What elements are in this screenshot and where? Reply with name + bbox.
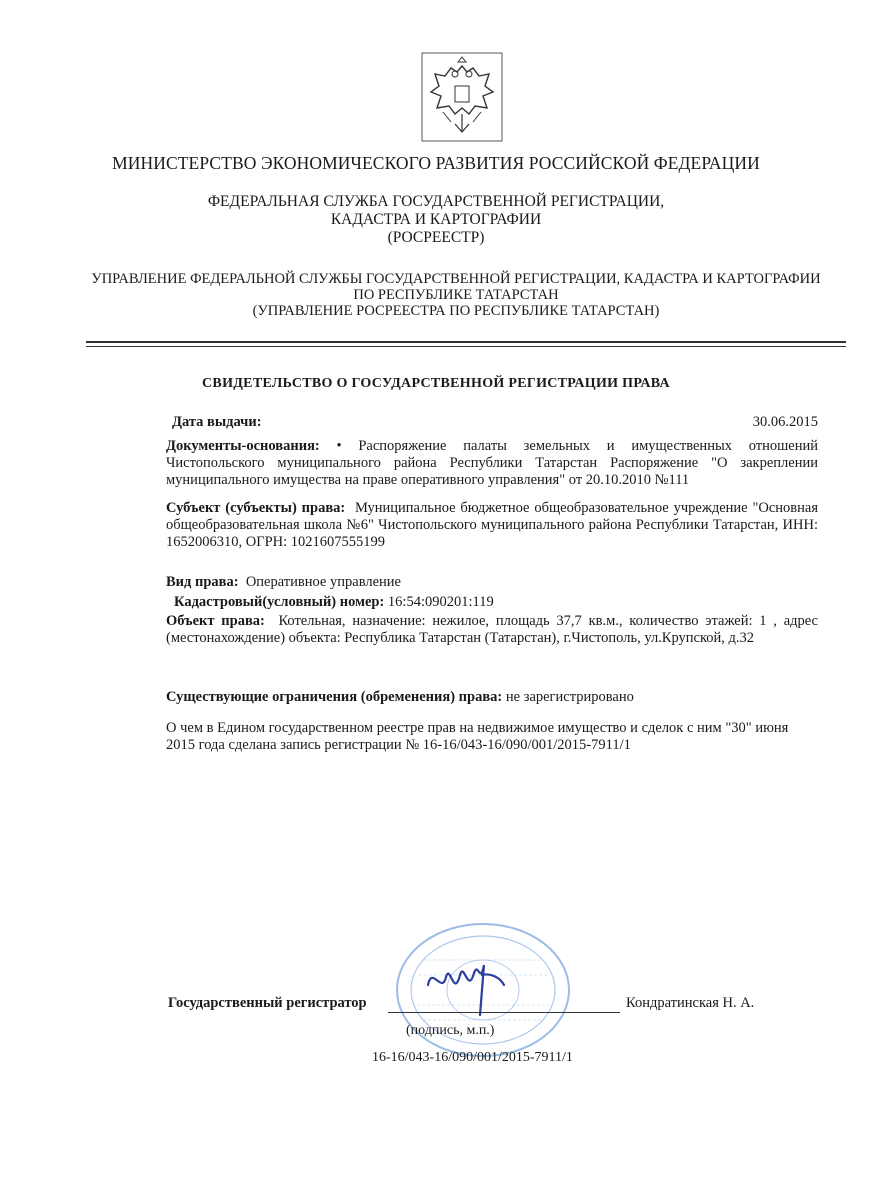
right-type-label: Вид права: (166, 574, 239, 590)
service-heading-line: (РОСРЕЕСТР) (387, 229, 485, 246)
registrar-label: Государственный регистратор (168, 995, 367, 1011)
ministry-heading: МИНИСТЕРСТВО ЭКОНОМИЧЕСКОГО РАЗВИТИЯ РОССИЙСКОЙ ФЕДЕРАЦИИ (112, 153, 760, 173)
signature-line (388, 1012, 620, 1013)
object-label: Объект права: (166, 613, 265, 629)
subject-label: Субъект (субъекты) права: (166, 500, 346, 516)
header-divider (86, 341, 846, 343)
service-heading (0, 193, 872, 247)
basis-label: Документы-основания: (166, 438, 320, 454)
certificate-title: СВИДЕТЕЛЬСТВО О ГОСУДАРСТВЕННОЙ РЕГИСТРАЦИИ ПРАВА (202, 376, 670, 391)
issue-date-row (166, 414, 818, 431)
object-text: Котельная, назначение: нежилое, площадь 37,7 кв.м., количество этажей: 1 , адрес (местонахождение) объекта: Республика Татарстан (Татарстан), г.Чистополь, ул.Крупской, д.32 (166, 613, 818, 646)
office-heading-line: (УПРАВЛЕНИЕ РОСРЕЕСТРА ПО РЕСПУБЛИКЕ ТАТАРСТАН) (252, 303, 660, 319)
rights-object (166, 613, 818, 647)
basis-text: • Распоряжение палаты земельных и имущественных отношений Чистопольского муниципального района Республики Татарстан Распоряжение "О закреплении муниципального имущества на праве оперативного управления" от 20.10.2010 №111 (166, 438, 818, 488)
cadastral-value: 16:54:090201:119 (387, 594, 494, 610)
office-heading-line: ПО РЕСПУБЛИКЕ ТАТАРСТАН (353, 287, 559, 303)
record-number: 16-16/043-16/090/001/2015-7911/1 (372, 1050, 573, 1065)
subject-text: Муниципальное бюджетное общеобразовательное учреждение "Основная общеобразовательная школа №6" Чистопольского муниципального района Республики Татарстан, ИНН: 1652006310, ОГРН: 1021607555199 (166, 500, 818, 550)
issue-date-value: 30.06.2015 (752, 414, 818, 430)
restrictions-row (166, 689, 818, 706)
office-heading-line: УПРАВЛЕНИЕ ФЕДЕРАЛЬНОЙ СЛУЖБЫ ГОСУДАРСТВЕННОЙ РЕГИСТРАЦИИ, КАДАСТРА И КАРТОГРАФИИ (91, 271, 821, 287)
office-heading (40, 271, 872, 319)
coat-of-arms-icon (421, 52, 503, 142)
restrictions-label: Существующие ограничения (обременения) права: (166, 689, 503, 705)
cadastral-label: Кадастровый(условный) номер: (174, 594, 385, 610)
service-heading-line: ФЕДЕРАЛЬНАЯ СЛУЖБА ГОСУДАРСТВЕННОЙ РЕГИСТРАЦИИ, (207, 193, 665, 210)
signature-hint: (подпись, м.п.) (406, 1023, 495, 1038)
right-type-row (166, 574, 818, 591)
right-type-value: Оперативное управление (245, 574, 401, 590)
basis-documents (166, 438, 818, 489)
service-heading-line: КАДАСТРА И КАРТОГРАФИИ (330, 211, 542, 228)
handwritten-signature (420, 955, 510, 1025)
restrictions-value: не зарегистрировано (505, 689, 634, 705)
registry-record: О чем в Едином государственном реестре прав на недвижимое имущество и сделок с ним "30" июня 2015 года сделана запись регистрации № 16-16/043-16/090/001/2015-7911/1 (166, 720, 789, 753)
header-divider-thin (86, 346, 846, 347)
rights-subject (166, 500, 818, 551)
issue-date-label: Дата выдачи: (172, 414, 262, 430)
registrar-name: Кондратинская Н. А. (626, 995, 755, 1011)
cadastral-row (174, 594, 826, 611)
